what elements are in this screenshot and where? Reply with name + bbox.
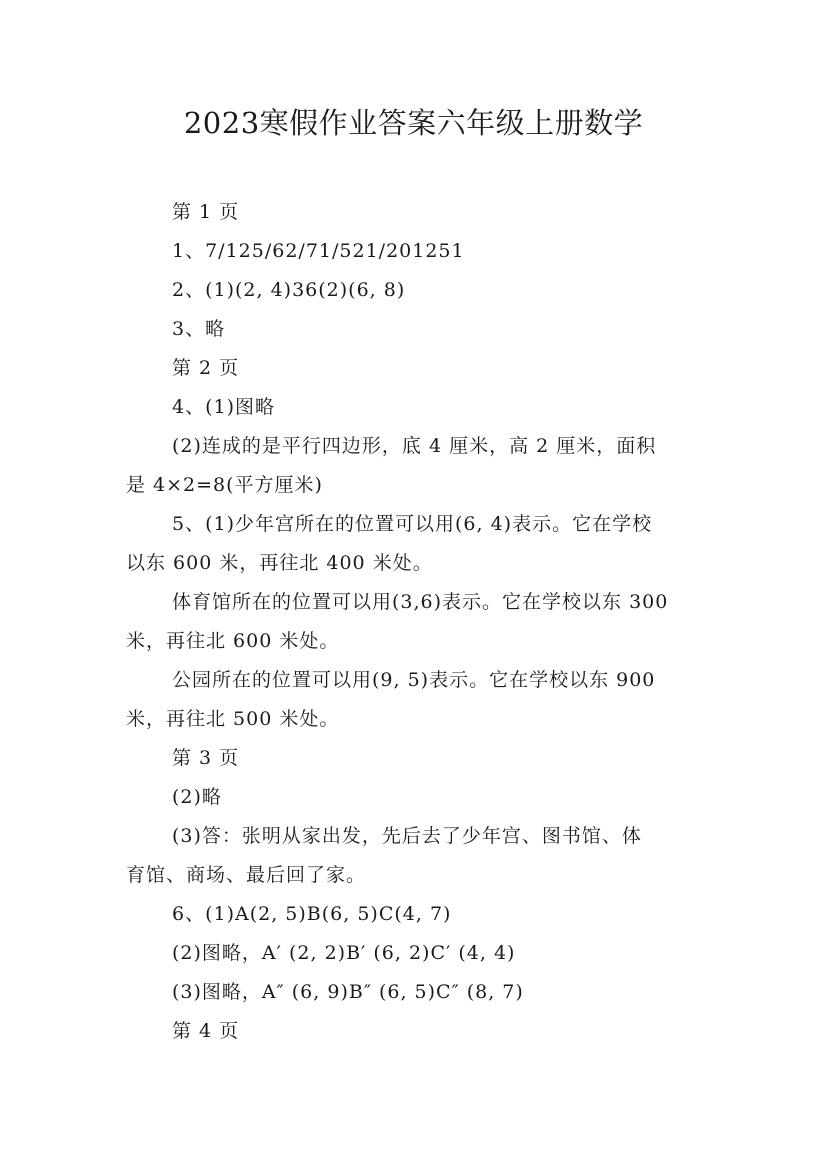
page-heading-3: 第 3 页 bbox=[172, 747, 240, 769]
answer-line: 4、(1)图略 bbox=[172, 396, 276, 418]
answer-line: (3)答：张明从家出发，先后去了少年宫、图书馆、体 bbox=[172, 825, 642, 847]
answer-line: (2)连成的是平行四边形，底 4 厘米，高 2 厘米，面积 bbox=[172, 435, 657, 457]
answer-line-continued: 米，再往北 600 米处。 bbox=[126, 630, 340, 652]
answer-line: (2)图略，A′ (2, 2)B′ (6, 2)C′ (4, 4) bbox=[172, 942, 516, 964]
answer-line: 6、(1)A(2, 5)B(6, 5)C(4, 7) bbox=[172, 903, 452, 925]
answer-line: 公园所在的位置可以用(9, 5)表示。它在学校以东 900 bbox=[172, 669, 656, 691]
answer-line: 5、(1)少年宫所在的位置可以用(6, 4)表示。它在学校 bbox=[172, 513, 653, 535]
answer-line-continued: 米，再往北 500 米处。 bbox=[126, 708, 340, 730]
answer-line-continued: 育馆、商场、最后回了家。 bbox=[126, 864, 367, 886]
page-heading-1: 第 1 页 bbox=[172, 201, 240, 223]
page-heading-2: 第 2 页 bbox=[172, 357, 240, 379]
answer-line-continued: 以东 600 米，再往北 400 米处。 bbox=[126, 552, 433, 574]
answer-line: 3、略 bbox=[172, 318, 226, 340]
answer-line: (3)图略，A″ (6, 9)B″ (6, 5)C″ (8, 7) bbox=[172, 981, 524, 1003]
answer-line-continued: 是 4×2=8(平方厘米) bbox=[126, 474, 323, 496]
page-heading-4: 第 4 页 bbox=[172, 1020, 240, 1042]
answer-line: 体育馆所在的位置可以用(3,6)表示。它在学校以东 300 bbox=[172, 591, 669, 613]
answer-line: (2)略 bbox=[172, 786, 222, 808]
answer-line: 1、7/125/62/71/521/201251 bbox=[172, 240, 465, 262]
answer-line: 2、(1)(2, 4)36(2)(6, 8) bbox=[172, 279, 406, 301]
document-title: 2023寒假作业答案六年级上册数学 bbox=[183, 106, 644, 140]
